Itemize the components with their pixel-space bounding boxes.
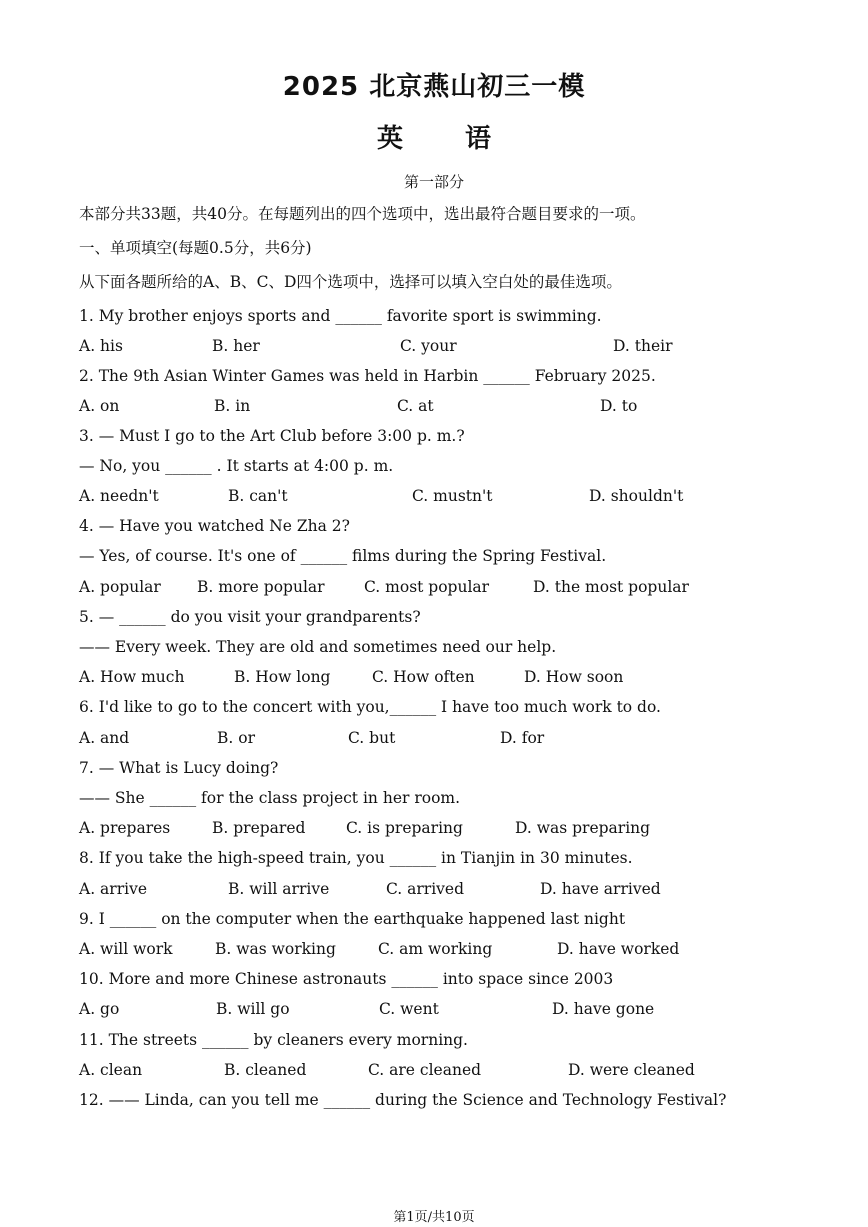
- question-7-option-c: C. is preparing: [346, 819, 463, 837]
- subject-title: 英语: [376, 124, 553, 154]
- question-7-option-b: B. prepared: [212, 819, 306, 837]
- question-1-option-b: B. her: [212, 337, 260, 355]
- question-10-option-c: C. went: [379, 1000, 439, 1018]
- exam-title: 2025 北京燕山初三一模: [282, 72, 586, 102]
- question-1-option-a: A. his: [79, 337, 123, 355]
- question-1-option-c: C. your: [400, 337, 457, 355]
- question-10-option-a: A. go: [79, 1000, 120, 1018]
- question-11-option-c: C. are cleaned: [368, 1061, 482, 1079]
- question-8-stem: 8. If you take the high-speed train, you ______ in Tianjin in 30 minutes.: [79, 849, 633, 867]
- question-4-option-a: A. popular: [79, 578, 161, 596]
- question-6-option-d: D. for: [500, 729, 545, 747]
- question-9-option-d: D. have worked: [557, 940, 680, 958]
- question-7-reply: —— She ______ for the class project in her room.: [79, 789, 461, 807]
- question-11-option-b: B. cleaned: [224, 1061, 307, 1079]
- question-10-option-d: D. have gone: [552, 1000, 655, 1018]
- question-5-option-c: C. How often: [372, 668, 475, 686]
- question-8-option-c: C. arrived: [386, 880, 465, 898]
- question-5-reply: —— Every week. They are old and sometimes need our help.: [79, 638, 557, 656]
- question-11-option-a: A. clean: [79, 1061, 143, 1079]
- question-11-stem: 11. The streets ______ by cleaners every morning.: [79, 1031, 468, 1049]
- question-3-option-c: C. mustn't: [412, 487, 493, 505]
- question-12-stem: 12. —— Linda, can you tell me ______ during the Science and Technology Festival?: [79, 1091, 727, 1109]
- question-3-option-d: D. shouldn't: [589, 487, 684, 505]
- question-8-option-d: D. have arrived: [540, 880, 661, 898]
- question-8-option-b: B. will arrive: [228, 880, 330, 898]
- question-6-option-a: A. and: [79, 729, 130, 747]
- question-6-option-c: C. but: [348, 729, 396, 747]
- part-heading: 第一部分: [403, 173, 464, 191]
- question-7-stem: 7. — What is Lucy doing?: [79, 759, 279, 777]
- question-9-option-c: C. am working: [378, 940, 493, 958]
- question-9-option-b: B. was working: [215, 940, 336, 958]
- question-4-option-c: C. most popular: [364, 578, 490, 596]
- question-2-option-a: A. on: [79, 397, 120, 415]
- section-instruction: 从下面各题所给的A、B、C、D四个选项中，选择可以填入空白处的最佳选项。: [79, 273, 622, 291]
- question-2-stem: 2. The 9th Asian Winter Games was held in Harbin ______ February 2025.: [79, 367, 656, 385]
- question-5-option-a: A. How much: [79, 668, 185, 686]
- question-5-option-b: B. How long: [234, 668, 331, 686]
- question-3-option-b: B. can't: [228, 487, 288, 505]
- question-5-stem: 5. — ______ do you visit your grandparents?: [79, 608, 421, 626]
- question-10-stem: 10. More and more Chinese astronauts ______ into space since 2003: [79, 970, 614, 988]
- question-4-reply: — Yes, of course. It's one of ______ films during the Spring Festival.: [79, 547, 607, 565]
- question-4-option-d: D. the most popular: [533, 578, 689, 596]
- question-7-option-a: A. prepares: [79, 819, 171, 837]
- question-1-stem: 1. My brother enjoys sports and ______ favorite sport is swimming.: [79, 307, 602, 325]
- question-9-stem: 9. I ______ on the computer when the earthquake happened last night: [79, 910, 626, 928]
- question-6-stem: 6. I'd like to go to the concert with you,______ I have too much work to do.: [79, 698, 661, 716]
- question-6-option-b: B. or: [217, 729, 255, 747]
- question-2-option-b: B. in: [214, 397, 251, 415]
- question-7-option-d: D. was preparing: [515, 819, 651, 837]
- question-3-reply: — No, you ______ . It starts at 4:00 p. m.: [79, 457, 394, 475]
- question-10-option-b: B. will go: [216, 1000, 290, 1018]
- page-number: 第1页/共10页: [393, 1210, 475, 1225]
- question-11-option-d: D. were cleaned: [568, 1061, 695, 1079]
- question-5-option-d: D. How soon: [524, 668, 624, 686]
- question-3-stem: 3. — Must I go to the Art Club before 3:00 p. m.?: [79, 427, 465, 445]
- question-4-option-b: B. more popular: [197, 578, 325, 596]
- part-summary: 本部分共33题，共40分。在每题列出的四个选项中，选出最符合题目要求的一项。: [79, 205, 646, 223]
- question-2-option-d: D. to: [600, 397, 638, 415]
- question-4-stem: 4. — Have you watched Ne Zha 2?: [79, 517, 350, 535]
- question-3-option-a: A. needn't: [79, 487, 159, 505]
- question-8-option-a: A. arrive: [79, 880, 147, 898]
- question-1-option-d: D. their: [613, 337, 673, 355]
- question-2-option-c: C. at: [397, 397, 434, 415]
- section-heading: 一、单项填空(每题0.5分，共6分): [79, 239, 312, 257]
- question-9-option-a: A. will work: [79, 940, 173, 958]
